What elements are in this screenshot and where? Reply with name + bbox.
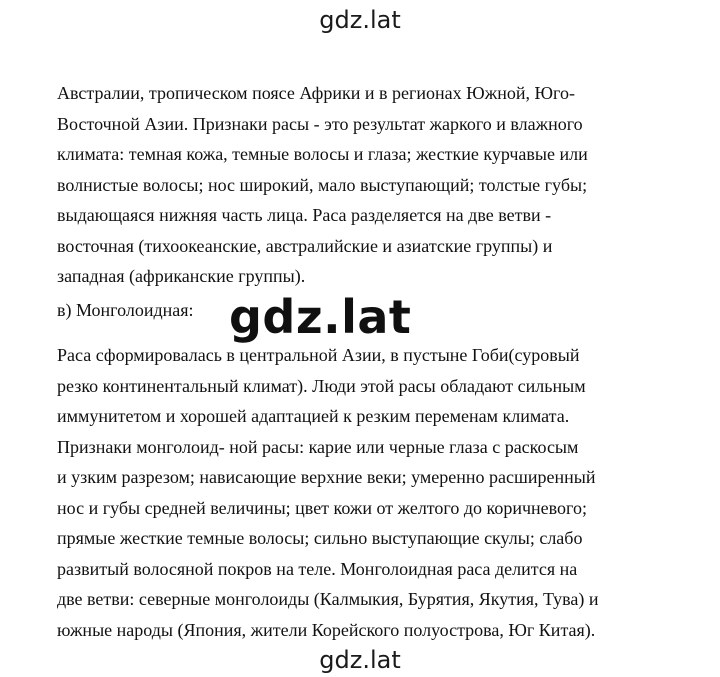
paragraph-mongoloid (57, 340, 677, 645)
text-line: прямые жесткие темные волосы; сильно выступающие скулы; слабо (57, 528, 583, 548)
text-line: Австралии, тропическом поясе Африки и в регионах Южной, Юго- (57, 83, 575, 103)
text-line: резко континентальный климат). Люди этой расы обладают сильным (57, 375, 586, 396)
watermark-center: gdz.lat (229, 290, 412, 344)
paragraph-australoid (57, 78, 677, 292)
text-line: восточная (тихоокеанские, австралийские и азиатские группы) и (57, 235, 553, 256)
text-line: иммунитетом и хорошей адаптацией к резким переменам климата. (57, 406, 570, 426)
section-heading-mongoloid: в) Монголоидная: (57, 300, 194, 320)
text-line: две ветви: северные монголоиды (Калмыкия, Бурятия, Якутия, Тува) и (57, 589, 599, 609)
text-line: волнистые волосы; нос широкий, мало выступающий; толстые губы; (57, 174, 588, 195)
text-line: климата: темная кожа, темные волосы и глаза; жесткие курчавые или (57, 144, 588, 164)
text-line: развитый волосяной покров на теле. Монголоидная раса делится на (57, 558, 578, 579)
watermark-bottom: gdz.lat (319, 646, 401, 674)
watermark-top: gdz.lat (319, 6, 401, 34)
text-line: западная (африканские группы). (57, 266, 306, 286)
text-line: и узким разрезом; нависающие верхние веки; умеренно расширенный (57, 467, 596, 487)
text-line: выдающаяся нижняя часть лица. Раса разделяется на две ветви - (57, 205, 552, 225)
text-line: Восточной Азии. Признаки расы - это результат жаркого и влажного (57, 113, 583, 134)
text-line: нос и губы средней величины; цвет кожи от желтого до коричневого; (57, 497, 587, 518)
text-line: южные народы (Япония, жители Корейского полуострова, Юг Китая). (57, 619, 596, 640)
text-line: Раса сформировалась в центральной Азии, в пустыне Гоби(суровый (57, 345, 580, 365)
text-line: Признаки монголоид- ной расы: карие или черные глаза с раскосым (57, 436, 579, 457)
